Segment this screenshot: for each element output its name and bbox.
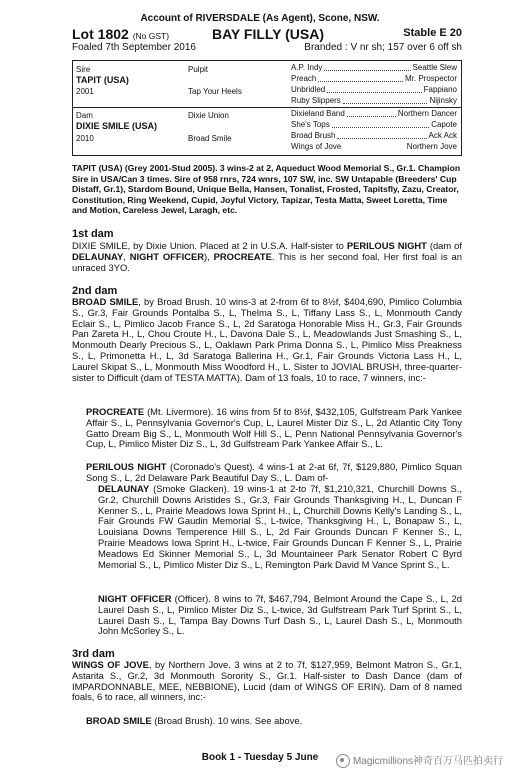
sire-label: Sire (76, 65, 91, 74)
leader-dots (318, 74, 403, 82)
horse-name-night-officer: NIGHT OFFICER (129, 250, 204, 262)
horse-name-broad-smile: BROAD SMILE (86, 715, 152, 726)
ancestor-left: Wings of Jove (291, 142, 342, 151)
broad-smile-note: (Broad Brush). 10 wins. See above. (151, 715, 303, 726)
ancestor-left: Ruby Slippers (291, 96, 341, 105)
ancestor-row (291, 120, 457, 131)
third-dam-text (72, 660, 462, 703)
ancestor-right: Mr. Prospector (404, 74, 457, 83)
leader-dots (324, 63, 410, 71)
progeny-perilous-night (86, 462, 462, 484)
ancestor-left: A.P. Indy (291, 63, 323, 72)
leader-dots (347, 109, 396, 117)
horse-name-broad-smile: BROAD SMILE (72, 296, 139, 307)
horse-name-perilous-night: PERILOUS NIGHT (346, 240, 427, 251)
progeny-night-officer (98, 594, 462, 637)
lot-header (72, 26, 462, 42)
horse-name-delaunay: DELAUNAY (72, 250, 124, 262)
ancestor-row (291, 109, 457, 120)
third-dam-heading: 3rd dam (72, 648, 115, 660)
second-dam-record: , by Broad Brush. 10 wins-3 at 2-from 6f to 8½f, $404,690, Pimlico Columbia S., Gr.3, Fair Grounds Pontalba S., L, Thelma S., L, Tiffany Lass S., L, Monmouth Candy Eclair S., L, Pimlico Jacob France S., L, 2d Saratoga Honorable Miss H., Gr.3, Fair Grounds Pan Zareta H., L, Chou Croute H., L, Davona Dale S., L, Meadowlands Just Smashing S., L, Monmouth Dearly Precious S., L, Oaklawn Park Prima Donna S., L, Pimlico Miss Preakness S., L, Primonetta H., L, 3d Saratoga Ballerina H., Gr.1, Fair Grounds Victoria Lass H., L, Laurel Skipat S., L, Monmouth Miss Woodford H., L. Sister to JOVIAL BRUSH, three-quarter-sister to Difficult (dam of TESTA MATTA). Dam of 13 foals, 10 to race, 7 winners, inc:- (72, 296, 462, 383)
horse-name-procreate: PROCREATE (86, 406, 145, 417)
second-dam-text (72, 297, 462, 383)
ancestor-right: Northern Dancer (397, 109, 457, 118)
leader-dots (337, 131, 426, 139)
horse-name-wings-of-jove: WINGS OF JOVE (72, 659, 149, 670)
first-dam-intro: DIXIE SMILE, by Dixie Union. Placed at 2 in U.S.A. Half-sister to (72, 240, 347, 251)
text-fragment: ), (204, 250, 214, 262)
first-dam-text (72, 241, 462, 273)
leader-dots (327, 85, 421, 93)
text-fragment: (dam of (426, 240, 462, 251)
dam-year: 2010 (76, 134, 94, 143)
ancestor-left: She's Tops (291, 120, 330, 129)
third-dam-record: , by Northern Jove. 3 wins at 2 to 7f, $127,959, Belmont Matron S., Gr.1, Astarita S., Gr.2, 3d Monmouth Sorority S., Gr.1. Half-sister to Dash Dance (dam of IMPARDONNABLE, MEE, NEBBIONE), Lucid (dam of WINGS OF ERIN). Dam of 8 named foals, 6 to race, all winners, inc:- (72, 659, 463, 703)
ancestor-right: Capote (431, 120, 457, 129)
sire-sire: Pulpit (188, 65, 209, 74)
pedigree-divider (73, 107, 461, 108)
progeny-delaunay (98, 484, 462, 570)
ancestor-row (291, 142, 457, 153)
horse-description: BAY FILLY (USA) (212, 26, 325, 42)
procreate-record: (Mt. Livermore). 16 wins from 5f to 8½f, $432,105, Gulfstream Park Yankee Affair S., L, Pennsylvania Governor's Cup, L, Laurel Mister Diz S., L, 2d Atlantic City Tony Gatto Dream Big S., L, Monmouth Wolf Hill S., L, Penn National Pennsylvania Governor's Cup, L, Pimlico Mister Diz S., L, 3d Gulfstream Park Yankee Affair S., L. (86, 406, 462, 450)
leader-dots (343, 142, 405, 150)
ancestor-row (291, 131, 457, 142)
first-dam-heading: 1st dam (72, 228, 114, 240)
page-footer: Book 1 - Tuesday 5 June (201, 752, 319, 763)
ancestor-row (291, 96, 457, 107)
horse-name-night-officer: NIGHT OFFICER (98, 593, 172, 604)
pedigree-table (72, 60, 462, 156)
second-dam-heading: 2nd dam (72, 285, 118, 297)
sire-name: TAPIT (USA) (76, 75, 129, 85)
dam-name: DIXIE SMILE (USA) (76, 121, 158, 131)
dam-dam: Broad Smile (188, 134, 232, 143)
leader-dots (343, 96, 428, 104)
account-line: Account of RIVERSDALE (As Agent), Scone, NSW. (140, 13, 380, 24)
perilous-night-record: (Coronado's Quest). 4 wins-1 at 2-at 6f, 7f, $129,880, Pimlico Squan Song S., L, 2d Delaware Park Beautiful Day S., L. Dam of- (86, 461, 462, 483)
ancestor-left: Preach (291, 74, 317, 83)
stable-number: Stable E 20 (403, 27, 462, 39)
sire-summary: TAPIT (USA) (Grey 2001-Stud 2005). 3 wins-2 at 2, Aqueduct Wood Memorial S., Gr.1. Champion Sire in USA/Can 3 times. Sire of 958 rnrs, 724 wnrs, 107 SW, inc. SW Untapable (Breeders' Cup Distaff, Gr.1), Stardom Bound, Unique Bella, Hansen, Tonalist, Frosted, Tapitsfly, Zazu, Creator, Constitution, Ring Weekend, Cupid, Joyful Victory, Tapizar, Testa Matta, Sweet Loretta, Time and Motion, Careless Jewel, Laragh, etc. (72, 163, 461, 216)
text-fragment: , (123, 250, 130, 262)
ancestor-right: Northern Jove (406, 142, 457, 151)
ancestor-right: Nijinsky (429, 96, 457, 105)
ancestor-left: Dixieland Band (291, 109, 345, 118)
sire-dam: Tap Your Heels (188, 87, 242, 96)
lot-label: Lot 1802 (72, 26, 129, 42)
night-officer-record: (Officer). 8 wins to 7f, $467,794, Belmont Around the Cape S., L, 2d Laurel Dash S., L, Pimlico Mister Diz S., L-twice, 3d Gulfstream Park Turf Sprint S., L, Laurel Dash S., L, Tampa Bay Downs Turf Dash S., L, Laurel Dash S., L, Monmouth John McSorley S., L. (98, 593, 462, 637)
dam-sire: Dixie Union (188, 111, 229, 120)
horse-name-procreate: PROCREATE (213, 250, 272, 262)
no-gst-note: (No GST) (132, 31, 170, 41)
progeny-procreate (86, 407, 462, 450)
watermark-text: Magicmillions神奇百万马匹拍卖行 (353, 756, 504, 767)
watermark (336, 752, 516, 768)
lot-number (72, 26, 169, 42)
ancestor-right: Seattle Slew (412, 63, 457, 72)
text-fragment: . This is her second foal. Her first foal is an unraced 3YO. (72, 250, 462, 273)
ancestor-row (291, 63, 457, 74)
ancestor-left: Unbridled (291, 85, 326, 94)
ancestor-right: Ack Ack (428, 131, 457, 140)
foaled-date: Foaled 7th September 2016 (72, 42, 196, 53)
horse-name-perilous-night: PERILOUS NIGHT (86, 461, 167, 472)
ancestor-row (291, 85, 457, 96)
horse-name-delaunay: DELAUNAY (98, 483, 150, 494)
delaunay-record: (Smoke Glacken). 19 wins-1 at 2-to 7f, $1,210,321, Churchill Downs S., Gr.2, Churchill Downs Aristides S., Gr.3, Fair Grounds Thanksgiving H., L, Duncan F Kenner S., L, Prairie Meadows Iowa Sprint H., L, Churchill Downs Kelly's Landing S., L, Fair Grounds FW Gaudin Memorial S., L-twice, Thanksgiving H., L, Bonapaw S., L, Louisiana Downs Temperence Hill S., L, 2d Fair Grounds Duncan F Kenner S., L, Prairie Meadows Iowa Sprint H., L-twice, Fair Grounds Duncan F Kenner S., L, Prairie Meadows Ed Skinner Memorial S., L, 3d Mountaineer Park Senator Robert C Byrd Memorial S., L, Pimlico Mister Diz S., L, Remington Park David M Vance Sprint S., L. (98, 483, 462, 570)
branded-info: Branded : V nr sh; 157 over 6 off sh (304, 42, 462, 53)
progeny-broad-smile (86, 716, 462, 727)
sire-year: 2001 (76, 87, 94, 96)
watermark-logo-icon (336, 754, 350, 768)
dam-label: Dam (76, 111, 93, 120)
ancestor-left: Broad Brush (291, 131, 336, 140)
ancestor-row (291, 74, 457, 85)
ancestor-right: Fappiano (423, 85, 457, 94)
leader-dots (332, 120, 429, 128)
